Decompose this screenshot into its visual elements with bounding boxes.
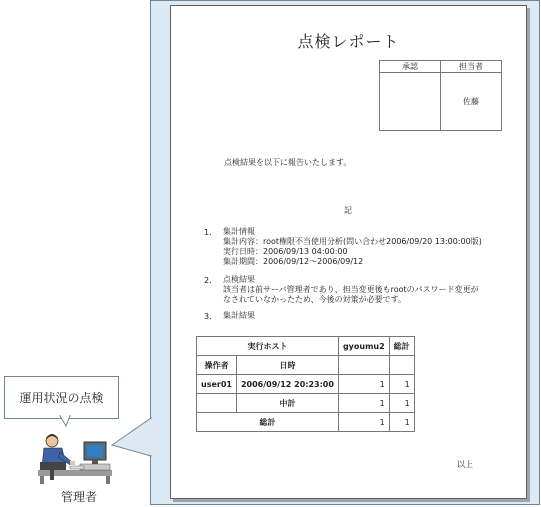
stamp-owner-name: 佐藤 bbox=[441, 73, 502, 131]
stamp-approve-header: 承認 bbox=[380, 61, 441, 73]
user-cell: user01 bbox=[197, 375, 237, 394]
grand-total-total: 1 bbox=[389, 413, 414, 432]
total-cell: 1 bbox=[389, 375, 414, 394]
report-title: 点検レポート bbox=[297, 32, 400, 51]
approval-stamp-table bbox=[379, 60, 502, 131]
section2-line2: なされていなかったため、今後の対策が必要です。 bbox=[223, 295, 407, 304]
section2-line1: 該当者は前サーバ管理者であり、担当変更後もrootのパスワード変更が bbox=[223, 285, 479, 294]
grand-total-value: 1 bbox=[338, 413, 389, 432]
value-cell: 1 bbox=[338, 375, 389, 394]
callout-box bbox=[4, 376, 119, 419]
administrator-icon bbox=[36, 432, 114, 484]
administrator-label: 管理者 bbox=[60, 490, 97, 504]
intro-text: 点検結果を以下に報告いたします。 bbox=[224, 158, 352, 167]
total-header: 総計 bbox=[389, 337, 414, 356]
exec-host-header: 実行ホスト bbox=[197, 337, 339, 356]
section2-number: 2. bbox=[204, 276, 212, 285]
subtotal-value: 1 bbox=[338, 394, 389, 413]
section1-line3: 集計期間：2006/09/12～2006/09/12 bbox=[223, 257, 364, 266]
stamp-owner-header: 担当者 bbox=[441, 61, 502, 73]
section1-number: 1. bbox=[204, 228, 212, 237]
empty-cell bbox=[338, 356, 389, 375]
table-row bbox=[197, 413, 415, 432]
table-row bbox=[197, 394, 415, 413]
callout-text: 運用状況の点検 bbox=[19, 391, 104, 405]
operator-header: 操作者 bbox=[197, 356, 237, 375]
stamp-approve-cell bbox=[380, 73, 441, 131]
section2-heading: 点検結果 bbox=[223, 275, 255, 284]
grand-total-label: 総計 bbox=[197, 413, 339, 432]
section1-line1: 集計内容：root権限不当使用分析(問い合わせ2006/09/20 13:00:00版) bbox=[223, 237, 482, 246]
result-table bbox=[196, 336, 415, 432]
closing-text: 以上 bbox=[457, 460, 473, 469]
empty-cell bbox=[197, 394, 237, 413]
section1-line2: 実行日時：2006/09/13 04:00:00 bbox=[223, 247, 348, 256]
host-header: gyoumu2 bbox=[338, 337, 389, 356]
ki-text: 記 bbox=[344, 206, 352, 215]
section1-heading: 集計情報 bbox=[223, 227, 255, 236]
datetime-header: 日時 bbox=[236, 356, 338, 375]
subtotal-total: 1 bbox=[389, 394, 414, 413]
table-row bbox=[197, 337, 415, 356]
report-sheet bbox=[170, 5, 527, 499]
section3-heading: 集計結果 bbox=[223, 311, 255, 320]
table-row bbox=[197, 356, 415, 375]
callout-tail bbox=[60, 416, 72, 428]
timestamp-cell: 2006/09/12 20:23:00 bbox=[236, 375, 338, 394]
empty-cell bbox=[389, 356, 414, 375]
subtotal-label: 中計 bbox=[236, 394, 338, 413]
table-row bbox=[197, 375, 415, 394]
section3-number: 3. bbox=[204, 312, 212, 321]
